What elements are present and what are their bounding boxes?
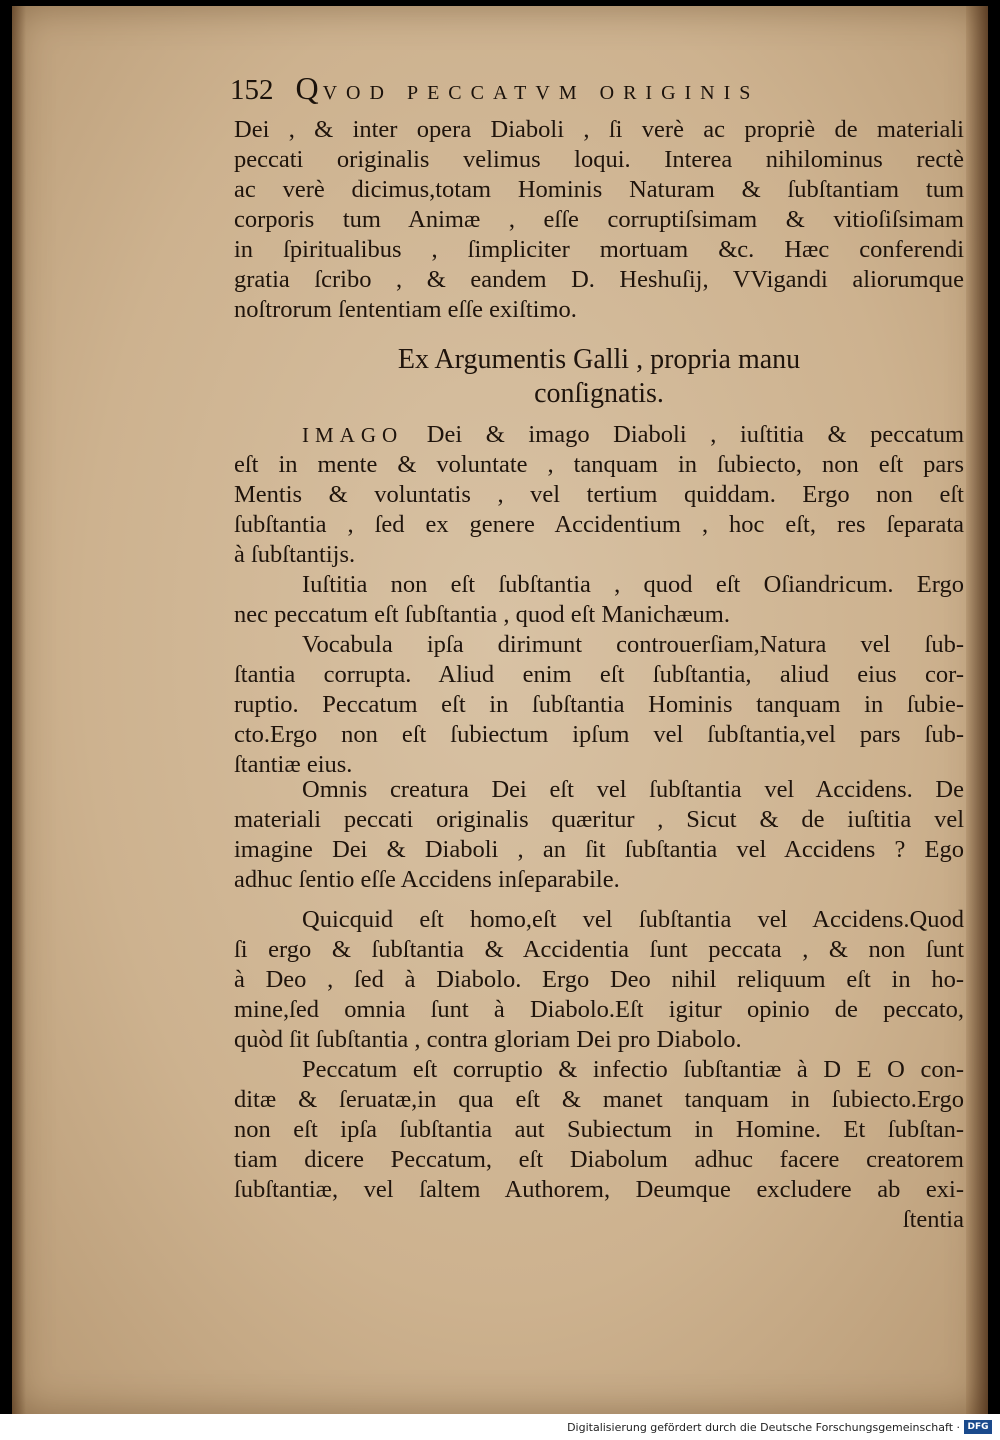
text-line: non eſt ipſa ſubſtantia aut Subiectum in Homine. Et ſubſtan-: [234, 1116, 964, 1143]
text-line: materiali peccati originalis quæritur , Sicut & de iuſtitia vel: [234, 806, 964, 833]
text-line: mine,ſed omnia ſunt à Diabolo.Eſt igitur opinio de peccato,: [234, 996, 964, 1023]
text-line: corporis tum Animæ , eſſe corruptiſsimam & vitioſiſsimam: [234, 206, 964, 233]
text-line: Mentis & voluntatis , vel tertium quiddam. Ergo non eſt: [234, 481, 964, 508]
running-head-initial: Q: [295, 70, 323, 106]
paragraph-4: [234, 905, 964, 1055]
text-line: quòd ſit ſubſtantia , contra gloriam Dei pro Diabolo.: [234, 1026, 742, 1053]
text-line: Iuſtitia non eſt ſubſtantia , quod eſt Oſiandricum. Ergo: [302, 571, 964, 598]
text-line: ſtantia corrupta. Aliud enim eſt ſubſtantia, aliud eius cor-: [234, 661, 964, 688]
text-line: tiam dicere Peccatum, eſt Diabolum adhuc facere creatorem: [234, 1146, 964, 1173]
text-line: à Deo , ſed à Diabolo. Ergo Deo nihil reliquum eſt in ho-: [234, 966, 964, 993]
text-line: ruptio. Peccatum eſt in ſubſtantia Hominis tanquam in ſubie-: [234, 691, 964, 718]
section-heading: [234, 343, 964, 411]
catchword: ſtentia: [902, 1206, 964, 1233]
paragraph-1: [234, 115, 964, 325]
text-line: à ſubſtantijs.: [234, 541, 356, 568]
text-line: ſubſtantiæ, vel ſaltem Authorem, Deumque excludere ab exi-: [234, 1176, 964, 1203]
running-header: [230, 70, 880, 110]
text-line: nec peccatum eſt ſubſtantia , quod eſt Manichæum.: [234, 601, 730, 628]
running-head-title: [296, 70, 760, 107]
lead-caps: IMAGO: [302, 423, 404, 447]
paragraph-2: [234, 420, 964, 780]
paragraph-5: [234, 1055, 964, 1235]
dfg-logo-icon: DFG: [964, 1420, 992, 1434]
text-line: noſtrorum ſententiam eſſe exiſtimo.: [234, 296, 577, 323]
page-number: 152: [230, 74, 274, 106]
text-line: ſi ergo & ſubſtantia & Accidentia ſunt peccata , & non ſunt: [234, 936, 964, 963]
paragraph-3: [234, 775, 964, 895]
text-line: peccati originalis velimus loqui. Interea nihilominus rectè: [234, 146, 964, 173]
text-line: ſubſtantia , ſed ex genere Accidentium , hoc eſt, res ſeparata: [234, 511, 964, 538]
text-line-rest: Dei & imago Diaboli , iuſtitia & peccatum: [426, 421, 965, 448]
text-line: Dei , & inter opera Diaboli , ſi verè ac propriè de materiali: [234, 116, 964, 143]
text-line: adhuc ſentio eſſe Accidens inſeparabile.: [234, 866, 620, 893]
text-line: ſtantiæ eius.: [234, 751, 353, 778]
text-line: Peccatum eſt corruptio & infectio ſubſtantiæ à D E O con-: [302, 1056, 964, 1083]
text-line: imagine Dei & Diaboli , an ſit ſubſtantia vel Accidens ? Ego: [234, 836, 964, 863]
running-head-rest: VOD PECCATVM ORIGINIS: [322, 82, 760, 104]
text-line: eſt in mente & voluntate , tanquam in ſubiecto, non eſt pars: [234, 451, 964, 478]
text-line: ac verè dicimus,totam Hominis Naturam & ſubſtantiam tum: [234, 176, 964, 203]
heading-line: Ex Argumentis Galli , propria manu: [397, 344, 801, 375]
text-line: cto.Ergo non eſt ſubiectum ipſum vel ſubſtantia,vel pars ſub-: [234, 721, 964, 748]
digitization-footer: [0, 1414, 1000, 1440]
funding-credit: Digitalisierung gefördert durch die Deutsche Forschungsgemeinschaft ·: [567, 1421, 960, 1434]
page-right-edge: [966, 6, 988, 1414]
text-line: Vocabula ipſa dirimunt controuerſiam,Natura vel ſub-: [302, 631, 964, 658]
text-line: ditæ & ſeruatæ,in qua eſt & manet tanquam in ſubiecto.Ergo: [234, 1086, 964, 1113]
text-line: in ſpiritualibus , ſimpliciter mortuam &c. Hæc conferendi: [234, 236, 964, 263]
text-line: gratia ſcribo , & eandem D. Heshuſij, VVigandi aliorumque: [234, 266, 964, 293]
text-line: Quicquid eſt homo,eſt vel ſubſtantia vel Accidens.Quod: [302, 906, 964, 933]
heading-line: conſignatis.: [534, 378, 664, 409]
text-line: Omnis creatura Dei eſt vel ſubſtantia vel Accidens. De: [302, 776, 964, 803]
text-line: [234, 420, 964, 450]
page-left-edge: [12, 6, 26, 1414]
